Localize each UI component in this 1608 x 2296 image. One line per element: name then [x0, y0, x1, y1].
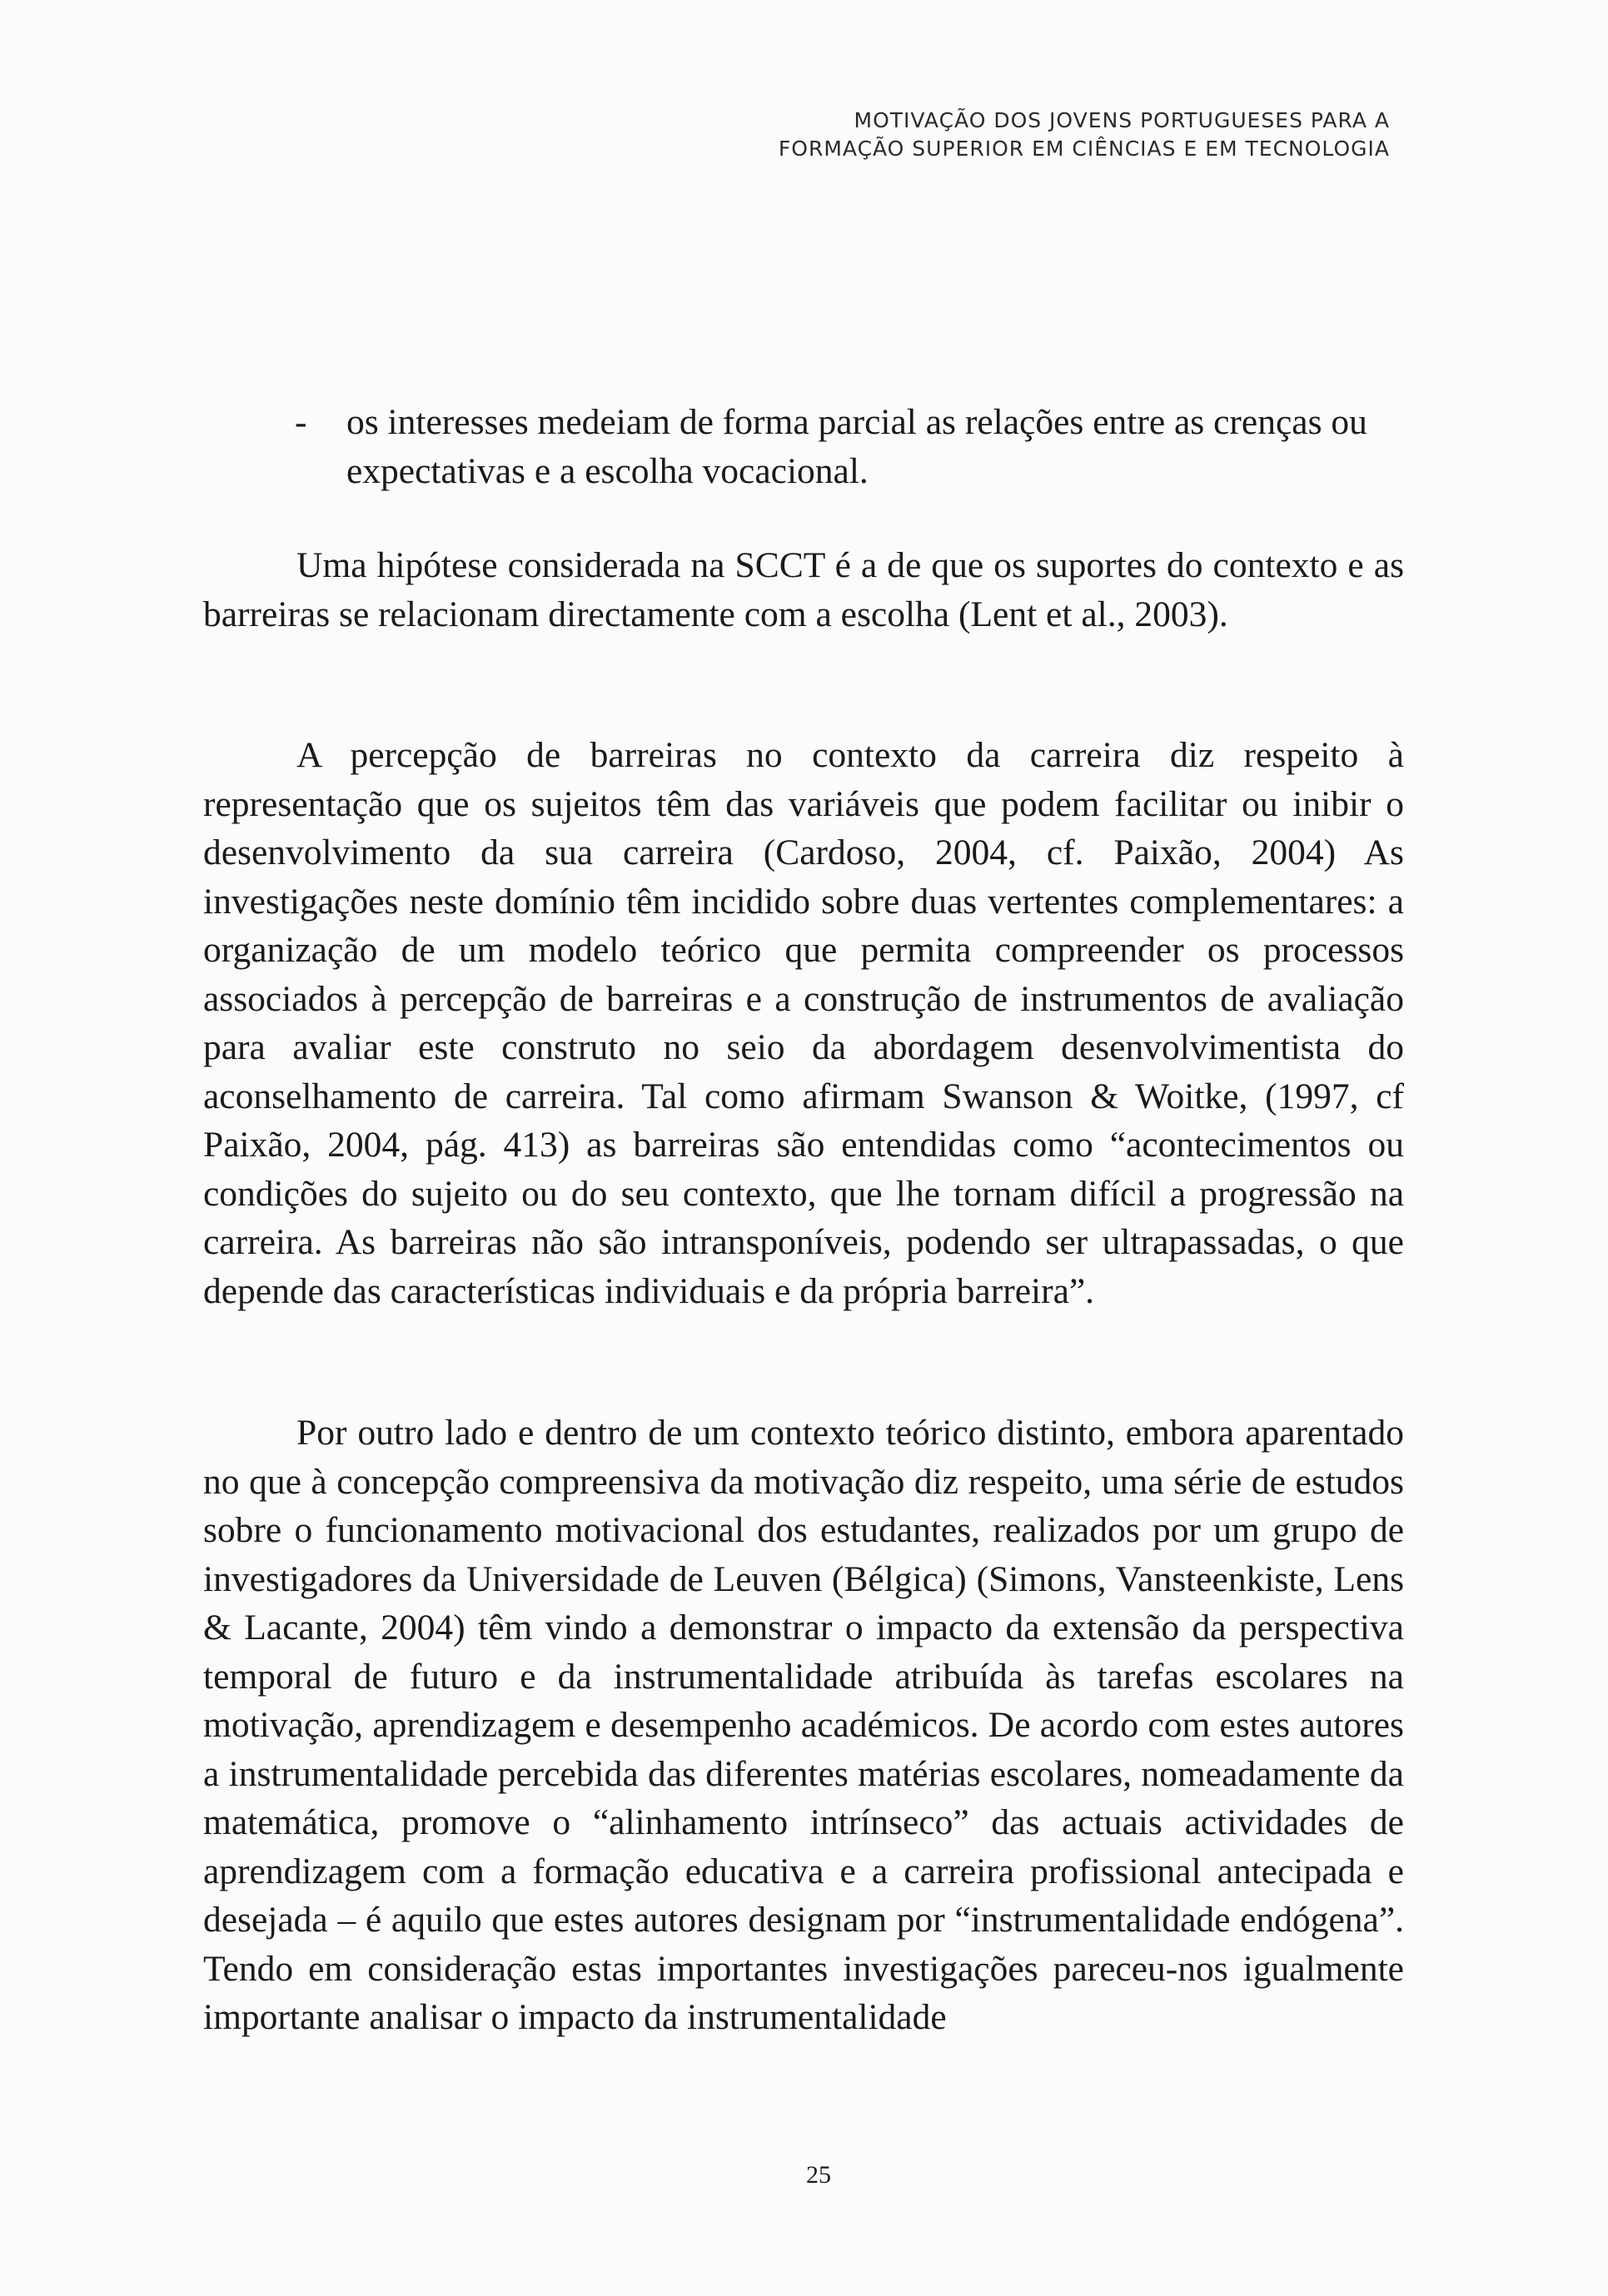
bullet-text: os interesses medeiam de forma parcial as relações entre as crenças ou expectativas e a escolha vocacional.	[346, 402, 1367, 491]
bullet-dash: -	[295, 402, 307, 442]
bullet-item	[203, 398, 1404, 495]
running-header-line-2: FORMAÇÃO SUPERIOR EM CIÊNCIAS E EM TECNOLOGIA	[778, 137, 1390, 161]
running-header	[779, 107, 1390, 163]
paragraph-leuven-studies: Por outro lado e dentro de um contexto teórico distinto, embora aparentado no que à concepção compreensiva da motivação diz respeito, uma série de estudos sobre o funcionamento motivacional dos estudantes, realizados por um grupo de investigadores da Universidade de Leuven (Bélgica) (Simons, Vansteenkiste, Lens & Lacante, 2004) têm vindo a demonstrar o impacto da extensão da perspectiva temporal de futuro e da instrumentalidade atribuída às tarefas escolares na motivação, aprendizagem e desempenho académicos. De acordo com estes autores a instrumentalidade percebida das diferentes matérias escolares, nomeadamente da matemática, promove o “alinhamento intrínseco” das actuais actividades de aprendizagem com a formação educativa e a carreira profissional antecipada e desejada – é aquilo que estes autores designam por “instrumentalidade endógena”. Tendo em consideração estas importantes investigações pareceu-nos igualmente importante analisar o impacto da instrumentalidade	[203, 1413, 1404, 2037]
running-header-line-1: MOTIVAÇÃO DOS JOVENS PORTUGUESES PARA A	[854, 108, 1390, 132]
paragraph-career-barriers: A percepção de barreiras no contexto da carreira diz respeito à representação que os sujeitos têm das variáveis que podem facilitar ou inibir o desenvolvimento da sua carreira (Cardoso, 2004, cf. Paixão, 2004) As investigações neste domínio têm incidido sobre duas vertentes complementares: a organização de um modelo teórico que permita compreender os processos associados à percepção de barreiras e a construção de instrumentos de avaliação para avaliar este construto no seio da abordagem desenvolvimentista do aconselhamento de carreira. Tal como afirmam Swanson & Woitke, (1997, cf Paixão, 2004, pág. 413) as barreiras são entendidas como “acontecimentos ou condições do sujeito ou do seu contexto, que lhe tornam difícil a progressão na carreira. As barreiras não são intransponíveis, podendo ser ultrapassadas, o que depende das características individuais e da própria barreira”.	[203, 735, 1404, 1311]
bullet-list	[203, 398, 1404, 495]
page-number: 25	[806, 2161, 831, 2189]
paragraph-scct-hypothesis: Uma hipótese considerada na SCCT é a de que os suportes do contexto e as barreiras se relacionam directamente com a escolha (Lent et al., 2003).	[203, 545, 1404, 634]
